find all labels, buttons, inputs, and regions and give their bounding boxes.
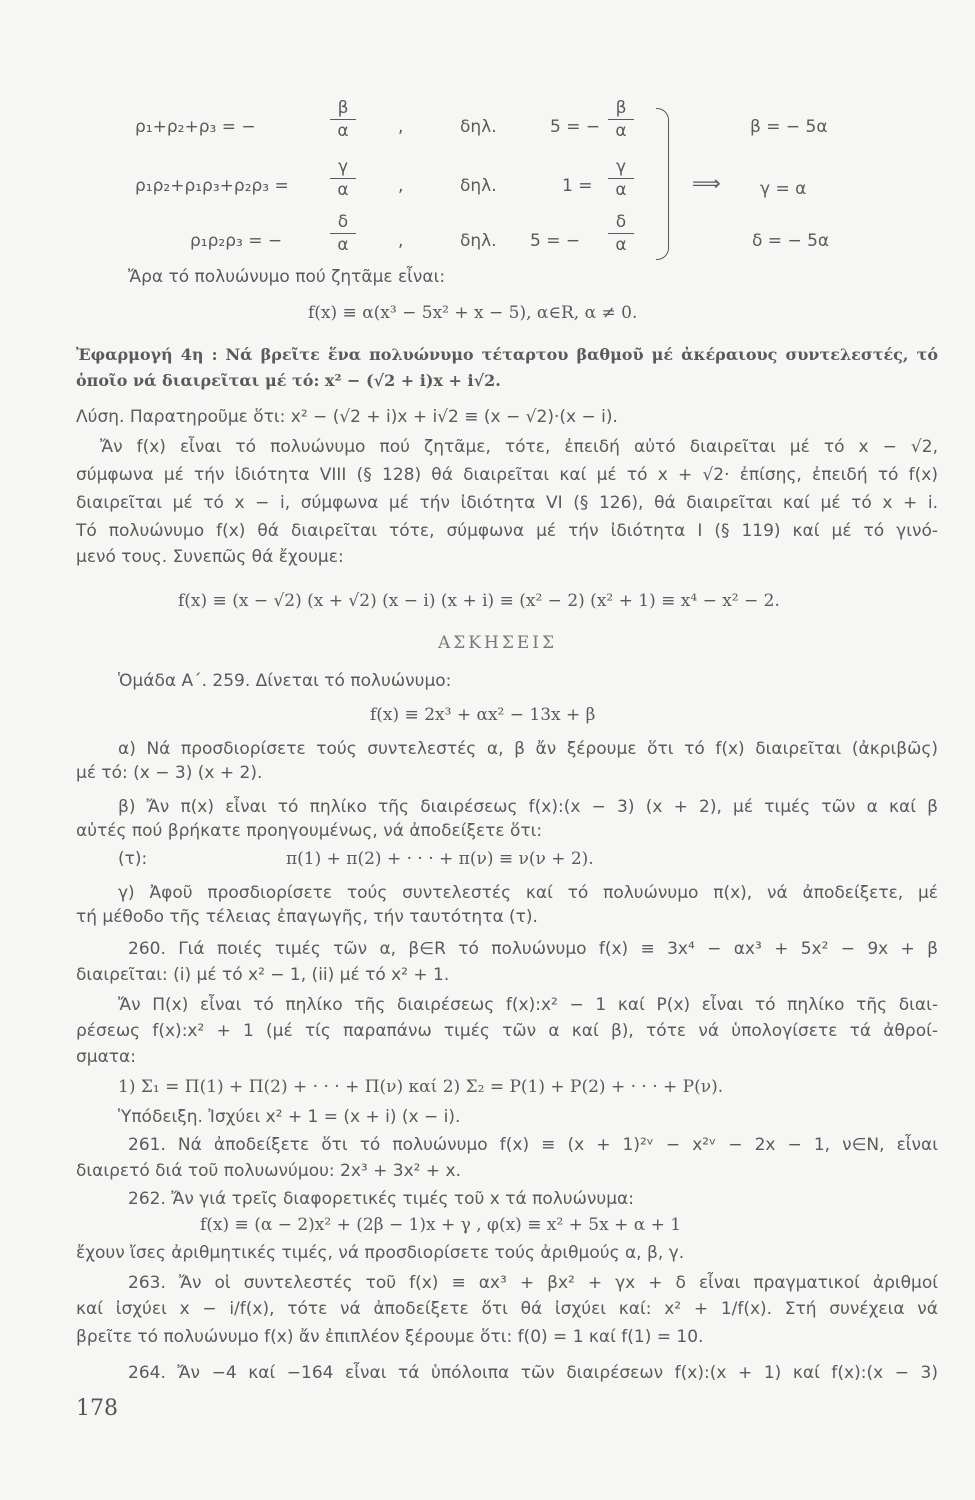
vieta-product-lhs: ρ₁ρ₂ρ₃ = − (190, 231, 283, 251)
exercise-260-3: Ἄν Π(x) εἶναι τό πηλίκο τῆς διαιρέσεως f(x):x² − 1 καί P(x) εἶναι τό πηλίκο τῆς διαι- (118, 995, 938, 1015)
system-brace (656, 108, 669, 260)
exercise-259-intro: Ὁμάδα Α΄. 259. Δίνεται τό πολυώνυμο: (118, 671, 452, 691)
vieta-pairs-value: 1 = (562, 176, 593, 196)
exercise-259-a-2: μέ τό: (x − 3) (x + 2). (76, 763, 263, 783)
vieta-product-dil: δηλ. (460, 231, 497, 251)
exercise-263-3: βρεῖτε τό πολυώνυμο f(x) ἄν ἐπιπλέον ξέρουμε ὅτι: f(0) = 1 καί f(1) = 10. (76, 1327, 704, 1347)
exercise-259-b-1: β) Ἄν π(x) εἶναι τό πηλίκο τῆς διαιρέσεως f(x):(x − 3) (x + 2), μέ τιμές τῶν α καί β (118, 797, 938, 817)
paragraph-line-1: Ἄν f(x) εἶναι τό πολυώνυμο πού ζητᾶμε, τότε, ἐπειδή αὐτό διαιρεῖται μέ τό x − √2, (100, 437, 938, 457)
vieta-sum-lhs: ρ₁+ρ₂+ρ₃ = − (135, 117, 256, 137)
exercise-259-polynomial: f(x) ≡ 2x³ + αx² − 13x + β (370, 705, 596, 725)
exercise-264-1: 264. Ἄν −4 καί −164 εἶναι τά ὑπόλοιπα τῶν διαιρέσεων f(x):(x + 1) καί f(x):(x − 3) (128, 1363, 938, 1383)
identity-equation: π(1) + π(2) + · · · + π(ν) ≡ ν(ν + 2). (286, 849, 594, 869)
product-identity: f(x) ≡ (x − √2) (x + √2) (x − i) (x + i) ≡ (x² − 2) (x² + 1) ≡ x⁴ − x² − 2. (178, 591, 780, 611)
vieta-product-fraction: δ α (330, 212, 356, 255)
vieta-product-value: 5 = − (530, 231, 581, 251)
paragraph-line-5: μενό τους. Συνεπῶς θά ἔχουμε: (76, 547, 344, 567)
paragraph-line-4: Τό πολυώνυμο f(x) θά διαιρεῖται τότε, σύμφωνα μέ τήν ἰδιότητα I (§ 119) καί μέ τό γινό- (76, 521, 938, 541)
vieta-product-comma: , (398, 231, 404, 251)
hint-line: Ὑπόδειξη. Ἰσχύει x² + 1 = (x + i) (x − i). (118, 1107, 461, 1127)
vieta-pairs-lhs: ρ₁ρ₂+ρ₁ρ₃+ρ₂ρ₃ = (135, 176, 289, 196)
exercise-260-sums: 1) Σ₁ = Π(1) + Π(2) + · · · + Π(ν) καί 2) Σ₂ = P(1) + P(2) + · · · + P(ν). (118, 1077, 724, 1097)
vieta-pairs-fraction-2: γ α (608, 157, 634, 200)
exercise-262-3: ἔχουν ἴσες ἀριθμητικές τιμές, νά προσδιορίσετε τούς ἀριθμούς α, β, γ. (76, 1243, 685, 1263)
polynomial-result: f(x) ≡ α(x³ − 5x² + x − 5), α∈R, α ≠ 0. (308, 303, 638, 323)
application-4-title: Ἐφαρμογή 4η : Νά βρεῖτε ἕνα πολυώνυμο τέταρτου βαθμοῦ μέ ἀκέραιους συντελεστές, τό (76, 345, 938, 364)
exercise-259-c-1: γ) Ἀφοῦ προσδιορίσετε τούς συντελεστές καί τό πολυώνυμο π(x), νά ἀποδείξετε, μέ (118, 883, 938, 903)
vieta-pairs-fraction: γ α (330, 157, 356, 200)
exercises-heading: ΑΣΚΗΣΕΙΣ (438, 633, 557, 653)
vieta-sum-fraction-2: β α (608, 98, 634, 141)
exercise-260-4: ρέσεως f(x):x² + 1 (μέ τίς παραπάνω τιμές τῶν α καί β), τότε νά ὑπολογίσετε τά ἀθροί- (76, 1021, 938, 1041)
solution-line: Λύση. Παρατηροῦμε ὅτι: x² − (√2 + i)x + i√2 ≡ (x − √2)·(x − i). (76, 407, 618, 427)
exercise-261-1: 261. Νά ἀποδείξετε ὅτι τό πολυώνυμο f(x) ≡ (x + 1)²ᵛ − x²ᵛ − 2x − 1, ν∈N, εἶναι (128, 1135, 938, 1155)
exercise-262-1: 262. Ἄν γιά τρεῖς διαφορετικές τιμές τοῦ x τά πολυώνυμα: (128, 1189, 634, 1209)
exercise-259-a-1: α) Νά προσδιορίσετε τούς συντελεστές α, β ἄν ξέρουμε ὅτι τό f(x) διαιρεῖται (ἀκριβῶς) (118, 739, 938, 759)
vieta-sum-value: 5 = − (550, 117, 601, 137)
implies-arrow: ⟹ (692, 171, 721, 195)
paragraph-line-3: διαιρεῖται μέ τό x − i, σύμφωνα μέ τήν ἰδιότητα VI (§ 126), θά διαιρεῖται καί μέ τό x + i. (76, 493, 938, 513)
vieta-sum-dil: δηλ. (460, 117, 497, 137)
exercise-260-5: σματα: (76, 1047, 136, 1067)
application-4-title-2: ὁποῖο νά διαιρεῖται μέ τό: x² − (√2 + i)x + i√2. (76, 371, 501, 390)
exercise-259-b-2: αὐτές πού βρήκατε προηγουμένως, νά ἀποδείξετε ὅτι: (76, 821, 543, 841)
paragraph-line-2: σύμφωνα μέ τήν ἰδιότητα VIII (§ 128) θά διαιρεῖται καί μέ τό x + √2· ἐπίσης, ἐπειδή τό f(x) (76, 465, 938, 485)
result-gamma: γ = α (760, 179, 807, 199)
identity-label: (τ): (118, 849, 148, 869)
vieta-pairs-dil: δηλ. (460, 176, 497, 196)
page-number: 178 (76, 1396, 118, 1421)
exercise-259-c-2: τή μέθοδο τῆς τέλειας ἐπαγωγῆς, τήν ταυτότητα (τ). (76, 907, 538, 927)
ara-line: Ἄρα τό πολυώνυμο πού ζητᾶμε εἶναι: (128, 267, 446, 287)
exercise-263-1: 263. Ἄν οἱ συντελεστές τοῦ f(x) ≡ αx³ + βx² + γx + δ εἶναι πραγματικοί ἀριθμοί (128, 1273, 938, 1293)
exercise-262-2: f(x) ≡ (α − 2)x² + (2β − 1)x + γ , φ(x) ≡ x² + 5x + α + 1 (200, 1215, 682, 1235)
result-delta: δ = − 5α (752, 231, 830, 251)
vieta-sum-fraction: β α (330, 98, 356, 141)
vieta-product-fraction-2: δ α (608, 212, 634, 255)
exercise-260-1: 260. Γιά ποιές τιμές τῶν α, β∈R τό πολυώνυμο f(x) ≡ 3x⁴ − αx³ + 5x² − 9x + β (128, 939, 938, 959)
exercise-261-2: διαιρετό διά τοῦ πολυωνύμου: 2x³ + 3x² + x. (76, 1161, 462, 1181)
vieta-sum-comma: , (398, 117, 404, 137)
exercise-263-2: καί ἰσχύει x − i/f(x), τότε νά ἀποδείξετε ὅτι θά ἰσχύει καί: x² + 1/f(x). Στή συνέχεια νά (76, 1299, 938, 1319)
result-beta: β = − 5α (750, 117, 828, 137)
vieta-pairs-comma: , (398, 176, 404, 196)
exercise-260-2: διαιρεῖται: (i) μέ τό x² − 1, (ii) μέ τό x² + 1. (76, 965, 450, 985)
